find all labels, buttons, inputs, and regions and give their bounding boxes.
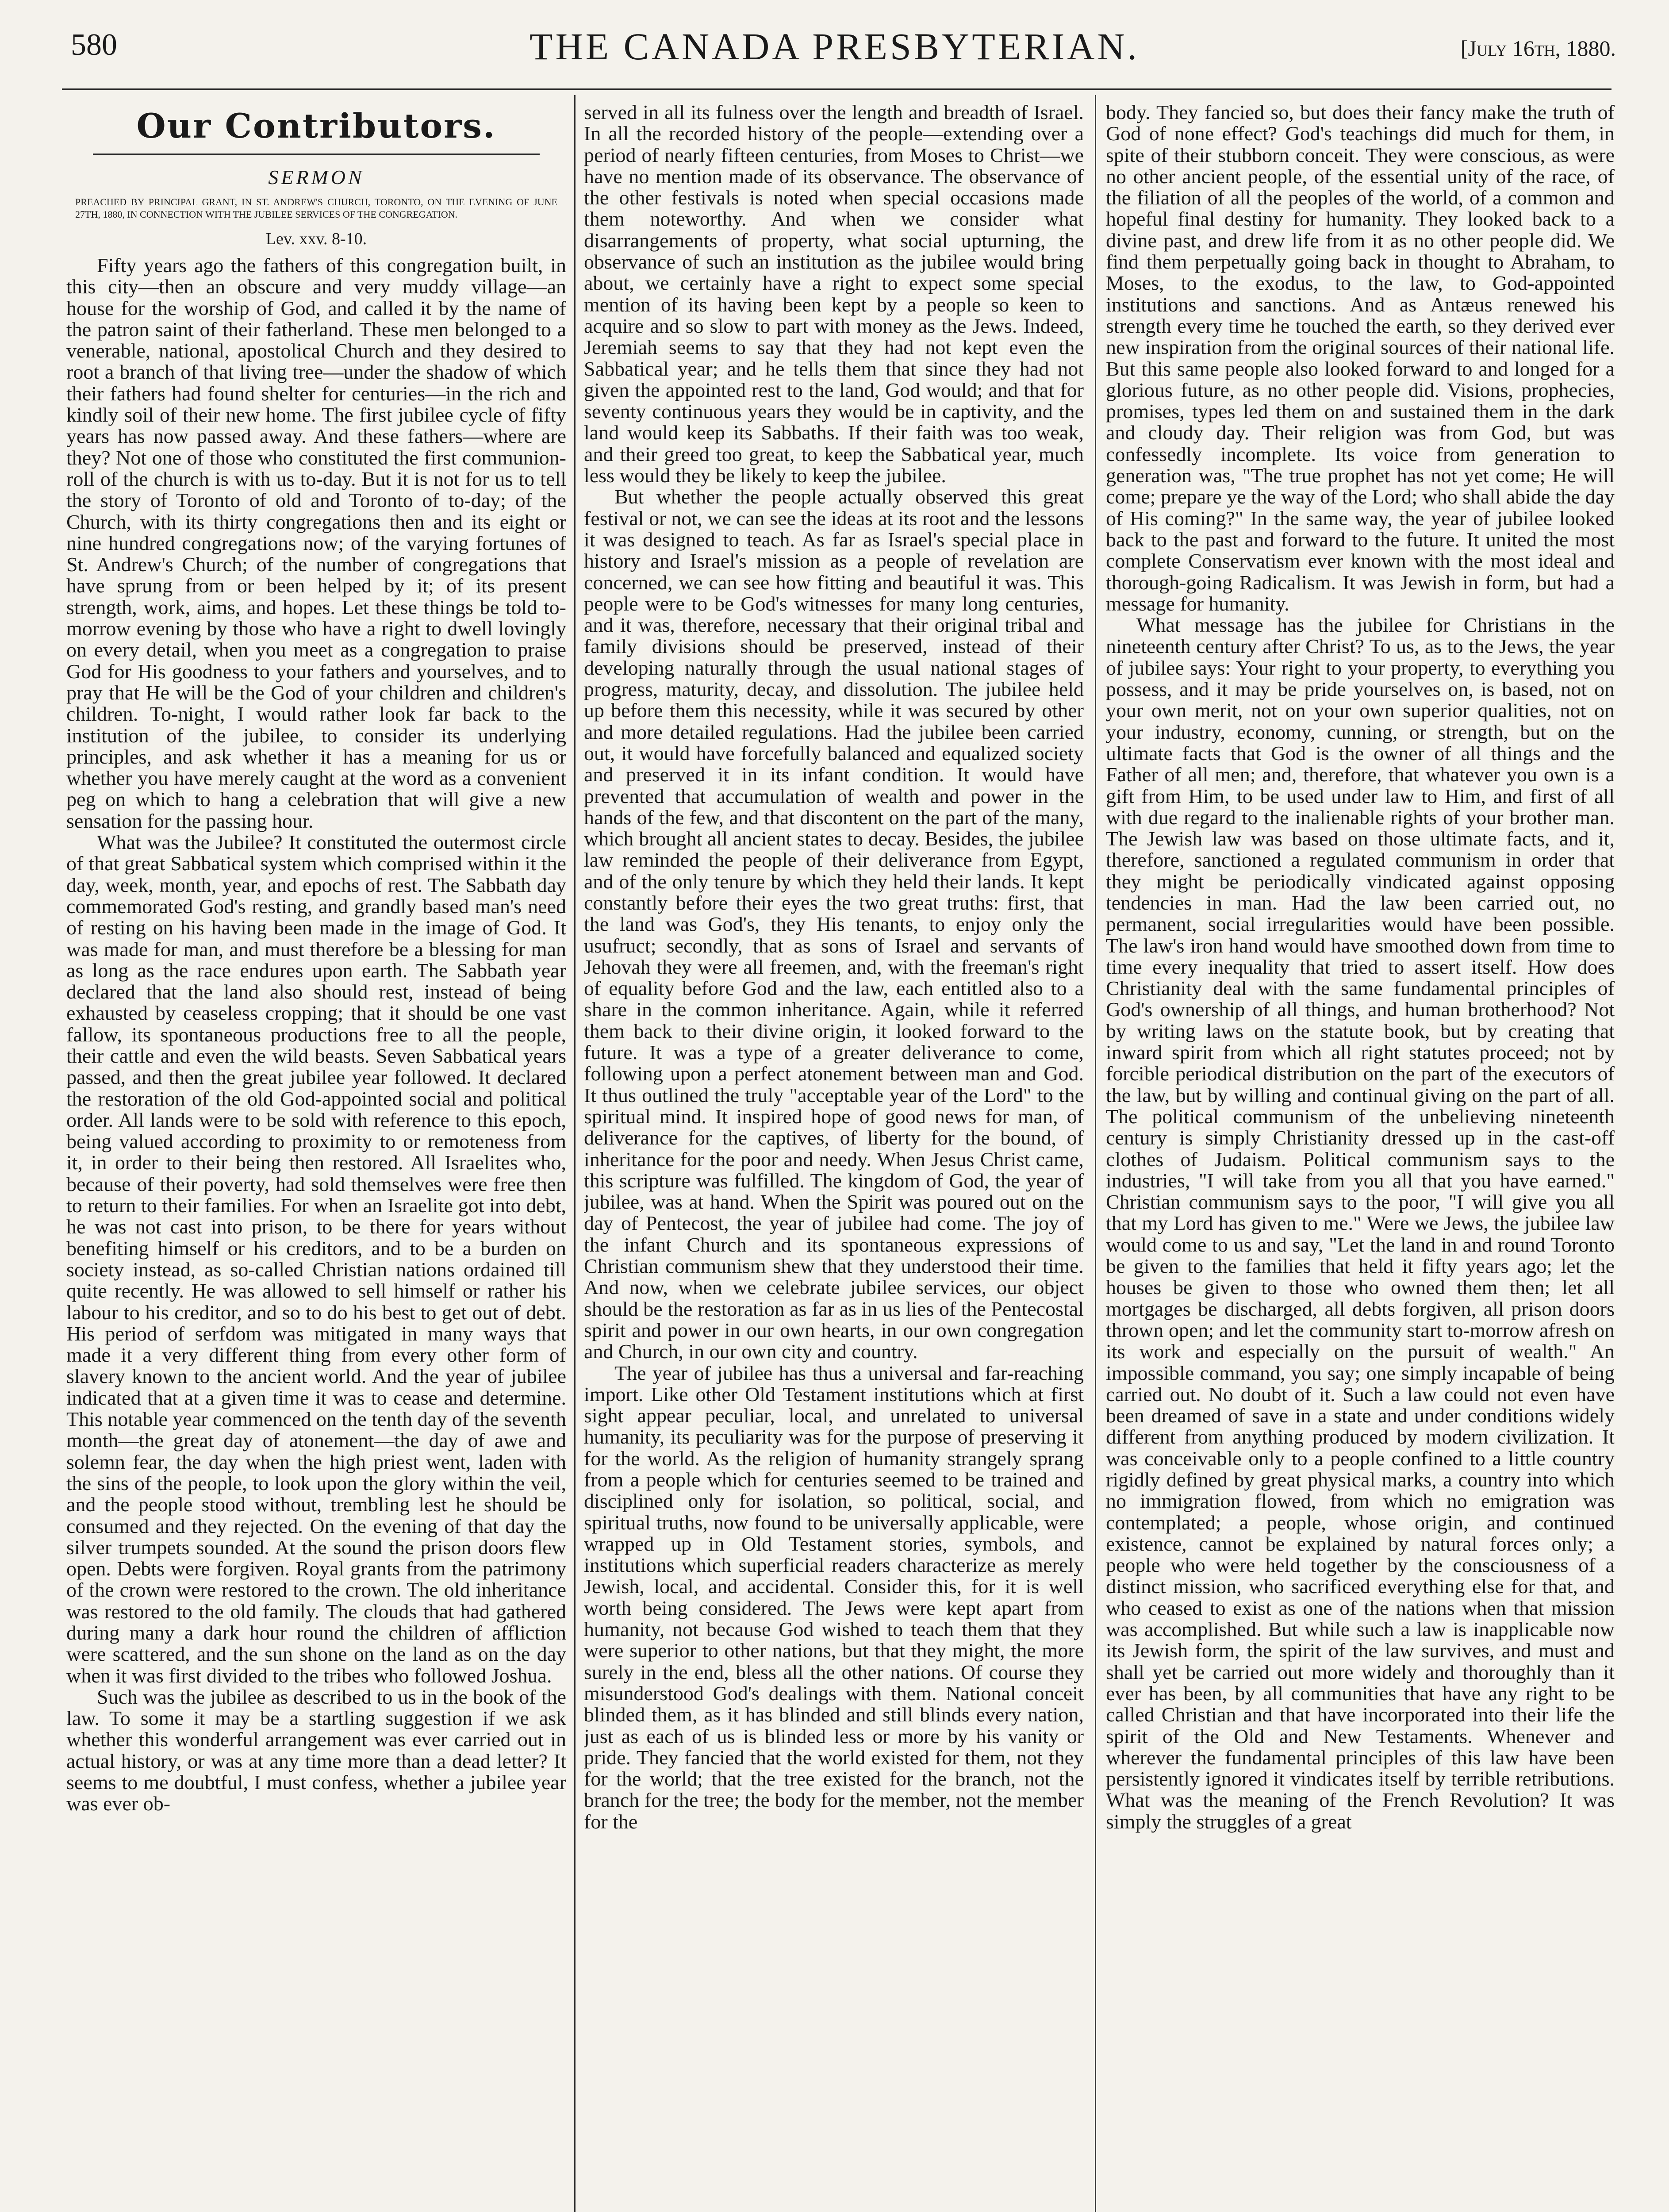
paragraph: Fifty years ago the fathers of this congregation built, in this city—then an obscure and very muddy village—an house for the worship of God, and called it by the name of the patron saint of their fatherland. These men belonged to a venerable, national, apostolical Church and they desired to root a branch of that living tree—under the shadow of which their fathers had found shelter for centuries—in the rich and kindly soil of their new home. The first jubilee cycle of fifty years has now passed away. And these fathers—where are they? Not one of those who constituted the first communion-roll of the church is with us to-day. But it is not for us to tell the story of Toronto of old and Toronto of to-day; of the Church, with its thirty congregations then and its eight or nine hundred congregations now; of the varying fortunes of St. Andrew's Church; of the number of congregations that have sprung from or been helped by it; of its present strength, work, aims, and hopes. Let these things be told to-morrow evening by those who have a right to dwell lovingly on every detail, when you meet as a congregation to praise God for His goodness to your fathers and yourselves, and to pray that He will be the God of your children and children's children. To-night, I would rather look far back to the institution of the jubilee, to consider its underlying principles, and ask whether it has a meaning for us or whether you have merely caught at the word as a convenient peg on which to hang a celebration that will give a new sensation for the passing hour. (66, 254, 566, 832)
preached-note: PREACHED BY PRINCIPAL GRANT, IN ST. ANDREW'S CHURCH, TORONTO, ON THE EVENING OF JUNE 27TH, 1880, IN CONNECTION WITH THE JUBILEE SERVICES OF THE CONGREGATION. (75, 196, 557, 220)
paragraph: served in all its fulness over the length and breadth of Israel. In all the recorded history of the people—extending over a period of nearly fifteen centuries, from Moses to Christ—we have no mention made of its observance. The observance of the other festivals is noted when special occasions made them noteworthy. And when we consider what disarrangements of property, what social upturning, the observance of such an institution as the jubilee would bring about, we certainly have a right to expect some special mention of its having been kept by a people so keen to acquire and so slow to part with money as the Jews. Indeed, Jeremiah seems to say that they had not kept even the Sabbatical year; and he tells them that since they had not given the appointed rest to the land, God would; and that for seventy continuous years they would be in captivity, and the land would keep its Sabbaths. If their faith was too weak, and their greed too great, to keep the Sabbatical year, much less would they be likely to keep the jubilee. (584, 102, 1084, 487)
paragraph: What message has the jubilee for Christians in the nineteenth century after Christ? To us, as to the Jews, the year of jubilee says: Your right to your property, to everything you possess, and it may be pride yourselves on, is based, not on your own merit, not on your own superior qualities, not on your industry, economy, cunning, or strength, but on the ultimate facts that God is the owner of all things and the Father of all men; and, therefore, that whatever you own is a gift from Him, to be used under law to Him, and first of all with due regard to the inalienable rights of your brother man. The Jewish law was based on those ultimate facts, and it, therefore, sanctioned a regulated communism in order that they might be periodically vindicated against opposing tendencies in man. Had the law been carried out, no permanent, social irregularities would have been possible. The law's iron hand would have smoothed down from time to time every inequality that tried to assert itself. How does Christianity deal with the same fundamental principles of God's ownership of all things, and human brotherhood? Not by writing laws on the statute book, but by creating that inward spirit from which all right statutes proceed; not by forcible periodical distribution on the part of the executors of the law, but by willing and continual giving on the part of all. The political communism of the unbelieving nineteenth century is simply Christianity dressed up in the cast-off clothes of Judaism. Political communism says to the industries, "I will take from you all that you have earned." Christian communism says to the poor, "I will give you all that my Lord has given to me." Were we Jews, the jubilee law would come to us and say, "Let the land in and round Toronto be given to the families that held it fifty years ago; let the houses be given to those who owned them then; let all mortgages be discharged, all debts forgiven, all prison doors thrown open; and let the community start to-morrow afresh on its work and especially on the pursuit of wealth." An impossible command, you say; one simply incapable of being carried out. No doubt of it. Such a law could not even have been dreamed of save in a state and under conditions widely different from anything produced by modern civilization. It was conceivable only to a people confined to a little country rigidly defined by great physical marks, a country into which no immigration flowed, from which no emigration was contemplated; a people, whose origin, and continued existence, cannot be explained by natural forces only; a people who were held together by the consciousness of a distinct mission, who sacrificed everything else for that, and who ceased to exist as one of the nations when that mission was accomplished. But while such a law is inapplicable now its Jewish form, the spirit of the law survives, and must and shall yet be carried out more widely and thoroughly than it ever has been, by all communities that have any right to be called Christian and that have incorporated into their life the spirit of the Old and New Testaments. Whenever and wherever the fundamental principles of this law have been persistently ignored it vindicates itself by terrible retributions. What was the meaning of the French Revolution? It was simply the struggles of a great (1106, 614, 1615, 1833)
column-divider (574, 95, 576, 2212)
paragraph: But whether the people actually observed this great festival or not, we can see the ideas at its root and the lessons it was designed to teach. As far as Israel's special place in history and Israel's mission as a people of revelation are concerned, we can see how fitting and beautiful it was. This people were to be God's witnesses for many long centuries, and it was, therefore, necessary that their original tribal and family divisions should be preserved, instead of their developing naturally through the usual national stages of progress, maturity, decay, and dissolution. The jubilee held up before them this necessity, while it was secured by other and more detailed regulations. Had the jubilee been carried out, it would have forcefully balanced and equalized society and preserved it in its infant condition. It would have prevented that accumulation of wealth and power in the hands of the few, and that discontent on the part of the many, which brought all ancient states to decay. Besides, the jubilee law reminded the people of their deliverance from Egypt, and of the only tenure by which they held their lands. It kept constantly before their eyes the two great truths: first, that the land was God's, they His tenants, to enjoy only the usufruct; secondly, that as sons of Israel and servants of Jehovah they were all freemen, and, with the freeman's right of equality before God and the law, each entitled also to a share in the common inheritance. Again, while it referred them back to their divine origin, it looked forward to the future. It was a type of a greater deliverance to come, following upon a perfect atonement between man and God. It thus outlined the truly "acceptable year of the Lord" to the spiritual mind. It inspired hope of good news for man, of deliverance for the captives, of liberty for the bound, of inheritance for the poor and needy. When Jesus Christ came, this scripture was fulfilled. The kingdom of God, the year of jubilee, was at hand. When the Spirit was poured out on the day of Pentecost, the year of jubilee had come. The joy of the infant Church and its spontaneous expressions of Christian communism shew that they understood their time. And now, when we celebrate jubilee services, our object should be the restoration as far as in us lies of the Pentecostal spirit and power in our own hearts, in our own congregation and Church, in our own city and country. (584, 485, 1084, 1363)
column-text (584, 102, 1084, 1832)
column-2 (584, 102, 1084, 2212)
column-3 (1106, 102, 1615, 2212)
column-text (1106, 102, 1615, 1832)
section-title: Our Contributors. (136, 106, 496, 146)
scripture-reference: Lev. xxv. 8-10. (265, 230, 367, 248)
paragraph: The year of jubilee has thus a universal and far-reaching import. Like other Old Testament institutions which at first sight appear peculiar, local, and unrelated to universal humanity, its peculiarity was for the purpose of preserving it for the world. As the religion of humanity strangely sprang from a people which for centuries seemed to be trained and disciplined only for isolation, so political, social, and spiritual truths, now found to be universally applicable, were wrapped up in Old Testament stories, symbols, and institutions which superficial readers characterize as merely Jewish, local, and accidental. Consider this, for it is well worth being considered. The Jews were kept apart from humanity, not because God wished to teach them that they were superior to other nations, but that they might, the more surely in the end, bless all the other nations. Of course they misunderstood God's dealings with them. National conceit blinded them, as it has blinded and still blinds every nation, just as each of us is blinded less or more by his vanity or pride. They fancied that the world existed for them, not they for the world; that the tree existed for the branch, not the branch for the tree; the body for the member, not the member for the (584, 1361, 1084, 1833)
header-rule (62, 88, 1611, 90)
column-text (66, 255, 566, 1815)
sermon-title: SERMON (268, 166, 364, 188)
column-1 (66, 102, 566, 2212)
issue-date: [July 16th, 1880. (1460, 36, 1616, 61)
masthead (0, 0, 1669, 95)
column-divider (1095, 95, 1096, 2212)
paragraph: What was the Jubilee? It constituted the outermost circle of that great Sabbatical system which comprised within it the day, week, month, year, and epochs of rest. The Sabbath day commemorated God's resting, and grandly based man's need of resting on his having been made in the image of God. It was made for man, and must therefore be a blessing for man as long as the race endures upon earth. The Sabbath year declared that the land also should rest, instead of being exhausted by ceaseless cropping; that it should be one vast fallow, its spontaneous productions free to all the people, their cattle and even the wild beasts. Seven Sabbatical years passed, and then the great jubilee year followed. It declared the restoration of the old God-appointed social and political order. All lands were to be sold with reference to this epoch, being valued according to proximity to or remoteness from it, in order to their being then restored. All Israelites who, because of their poverty, had sold themselves were free then to return to their families. For when an Israelite got into debt, he was not cast into prison, to be there for years without benefiting himself or his creditors, and to be a burden on society instead, as so-called Christian nations ordained till quite recently. He was allowed to sell himself or rather his labour to his creditor, and so to do his best to get out of debt. His period of serfdom was mitigated in many ways that made it a very different thing from every other form of slavery known to the ancient world. And the year of jubilee indicated that at a given time it was to cease and determine. This notable year commenced on the tenth day of the seventh month—the great day of atonement—the day of awe and solemn fear, the day when the high priest went, laden with the sins of the people, to look upon the glory within the veil, and the people stood without, trembling lest he should be consumed and they rejected. On the evening of that day the silver trumpets sounded. At the sound the prison doors flew open. Debts were forgiven. Royal grants from the patrimony of the crown were restored to the crown. The old inheritance was restored to the old family. The clouds that had gathered during many a dark hour round the children of affliction were scattered, and the sun shone on the land as on the day when it was first divided to the tribes who followed Joshua. (66, 831, 566, 1687)
section-rule (93, 154, 540, 155)
paper-title: THE CANADA PRESBYTERIAN. (529, 25, 1140, 68)
paragraph: Such was the jubilee as described to us in the book of the law. To some it may be a startling suggestion if we ask whether this wonderful arrangement was ever carried out in actual history, or was at any time more than a dead letter? It seems to me doubtful, I must confess, whether a jubilee year was ever ob- (66, 1685, 566, 1815)
page-number: 580 (71, 28, 117, 62)
paragraph: body. They fancied so, but does their fancy make the truth of God of none effect? God's teachings did much for them, in spite of their stubborn conceit. They were conscious, as were no other ancient people, of the essential unity of the race, of the filiation of all the peoples of the world, of a common and hopeful final destiny for humanity. They looked back to a divine past, and drew life from it as no other people did. We find them perpetually going back in thought to Abraham, to Moses, to the exodus, to the law, to God-appointed institutions and sanctions. And as Antæus renewed his strength every time he touched the earth, so they derived ever new inspiration from the original sources of their national life. But this same people also looked forward to and longed for a glorious future, as no other people did. Visions, prophecies, promises, types led them on and sustained them in the dark and cloudy day. Their religion was from God, but was confessedly incomplete. Its voice from generation to generation was, "The true prophet has not yet come; He will come; prepare ye the way of the Lord; who shall abide the day of His coming?" In the same way, the year of jubilee looked back to the past and forward to the future. It united the most complete Conservatism ever known with the most ideal and thorough-going Radicalism. It was Jewish in form, but had a message for humanity. (1106, 102, 1615, 615)
